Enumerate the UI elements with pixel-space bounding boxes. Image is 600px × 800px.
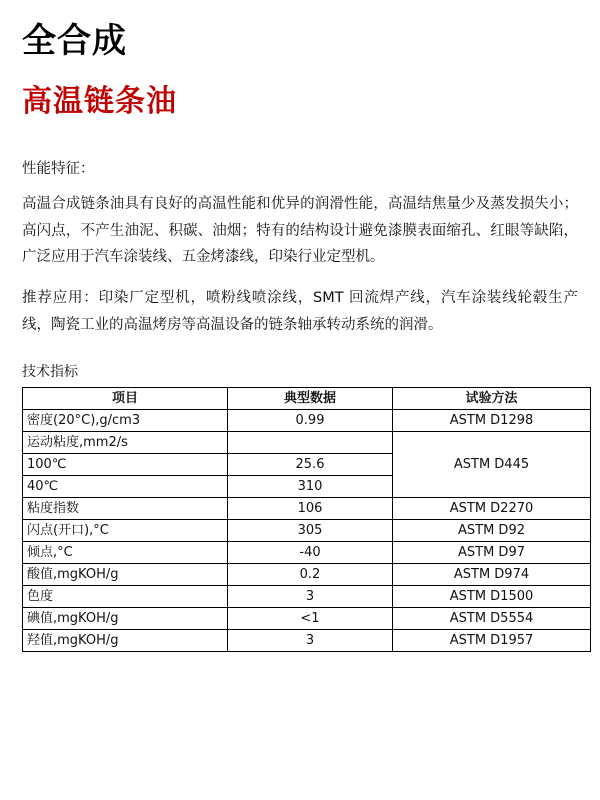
column-header-value: 典型数据 xyxy=(228,387,393,409)
table-header-row xyxy=(23,387,591,409)
page-subtitle: 高温链条油 xyxy=(22,84,177,120)
cell-method: ASTM D445 xyxy=(393,431,591,497)
column-header-method: 试验方法 xyxy=(393,387,591,409)
tech-specs-label: 技术指标 xyxy=(22,363,78,380)
cell-value: <1 xyxy=(228,607,393,629)
table-row xyxy=(23,497,591,519)
cell-method: ASTM D2270 xyxy=(393,497,591,519)
application-paragraph: 推荐应用：印染厂定型机，喷粉线喷涂线，SMT 回流焊产线，汽车涂装线轮毂生产线，陶瓷工业的高温烤房等高温设备的链条轴承转动系统的润滑。 xyxy=(22,290,578,334)
cell-value: 25.6 xyxy=(228,453,393,475)
table-row xyxy=(23,541,591,563)
page-title: 全合成 xyxy=(22,21,127,61)
cell-item: 密度(20°C),g/cm3 xyxy=(23,409,228,431)
cell-item: 闪点(开口),°C xyxy=(23,519,228,541)
cell-method: ASTM D1298 xyxy=(393,409,591,431)
cell-value: 3 xyxy=(228,629,393,651)
features-paragraph: 高温合成链条油具有良好的高温性能和优异的润滑性能，高温结焦量少及蒸发损失小；高闪点，不产生油泥、积碳、油烟；特有的结构设计避免漆膜表面缩孔、红眼等缺陷，广泛应用于汽车涂装线、五金烤漆线，印染行业定型机。 xyxy=(22,195,578,266)
tech-specs-table xyxy=(22,387,591,652)
cell-value xyxy=(228,431,393,453)
cell-value: -40 xyxy=(228,541,393,563)
table-row xyxy=(23,519,591,541)
cell-item: 40℃ xyxy=(23,475,228,497)
features-label: 性能特征： xyxy=(22,160,95,177)
cell-item: 运动粘度,mm2/s xyxy=(23,431,228,453)
cell-item: 色度 xyxy=(23,585,228,607)
cell-value: 0.2 xyxy=(228,563,393,585)
cell-value: 3 xyxy=(228,585,393,607)
table-row xyxy=(23,563,591,585)
cell-value: 305 xyxy=(228,519,393,541)
table-row xyxy=(23,431,591,453)
cell-item: 100℃ xyxy=(23,453,228,475)
cell-method: ASTM D1957 xyxy=(393,629,591,651)
table-row xyxy=(23,409,591,431)
cell-value: 310 xyxy=(228,475,393,497)
cell-method: ASTM D5554 xyxy=(393,607,591,629)
table-row xyxy=(23,585,591,607)
cell-item: 碘值,mgKOH/g xyxy=(23,607,228,629)
cell-method: ASTM D92 xyxy=(393,519,591,541)
cell-item: 倾点,°C xyxy=(23,541,228,563)
cell-method: ASTM D974 xyxy=(393,563,591,585)
cell-value: 106 xyxy=(228,497,393,519)
cell-method: ASTM D97 xyxy=(393,541,591,563)
column-header-item: 项目 xyxy=(23,387,228,409)
table-row xyxy=(23,607,591,629)
table-row xyxy=(23,629,591,651)
cell-item: 粘度指数 xyxy=(23,497,228,519)
cell-item: 羟值,mgKOH/g xyxy=(23,629,228,651)
cell-value: 0.99 xyxy=(228,409,393,431)
cell-method: ASTM D1500 xyxy=(393,585,591,607)
cell-item: 酸值,mgKOH/g xyxy=(23,563,228,585)
